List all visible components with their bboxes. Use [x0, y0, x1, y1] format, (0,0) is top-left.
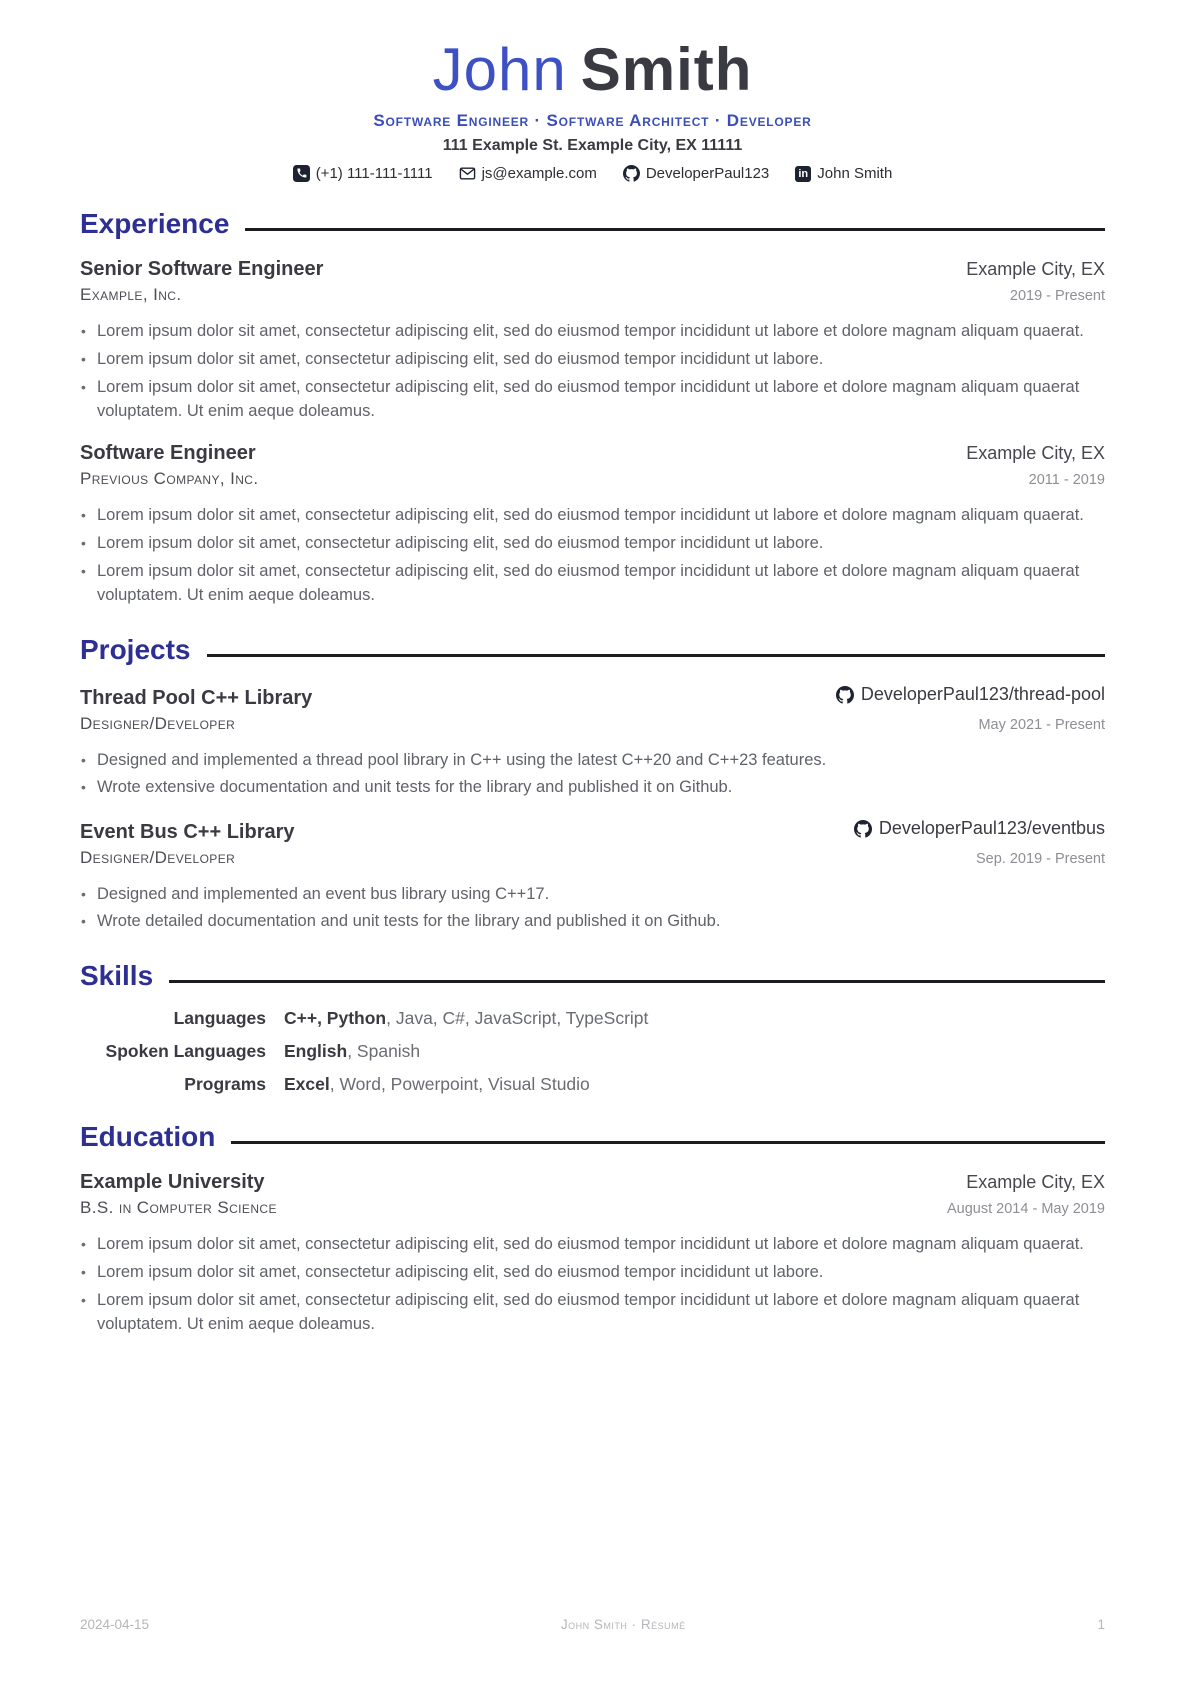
email-text: js@example.com: [481, 165, 597, 182]
contact-row: [80, 165, 1105, 182]
github-icon: [623, 165, 640, 182]
project-entry: [80, 684, 1105, 800]
linkedin-name: John Smith: [817, 165, 893, 182]
bullet-item: • Lorem ipsum dolor sit amet, consectetur adipiscing elit, sed do eiusmod tempor incididunt ut labore et dolore magnam aliquam quaerat voluptatem. Ut enim aeque doleamus.: [80, 1288, 1105, 1338]
footer-date: 2024-04-15: [80, 1617, 150, 1632]
bullet-item: • Lorem ipsum dolor sit amet, consectetur adipiscing elit, sed do eiusmod tempor incididunt ut labore et dolore magnam aliquam quaerat voluptatem. Ut enim aeque doleamus.: [80, 375, 1105, 425]
skill-rest: , Java, C#, JavaScript, TypeScript: [386, 1008, 649, 1028]
projects-title: Projects: [80, 634, 191, 665]
bullet-item: • Lorem ipsum dolor sit amet, consectetur adipiscing elit, sed do eiusmod tempor incididunt ut labore et dolore magnam aliquam quaerat.: [80, 503, 1105, 528]
skill-bold: C++, Python: [284, 1008, 387, 1028]
skills-title: Skills: [80, 960, 154, 991]
project-repo-link[interactable]: [836, 684, 1105, 705]
section-rule: [207, 654, 1106, 657]
section-rule: [245, 228, 1105, 231]
bullet-item: • Wrote extensive documentation and unit tests for the library and published it on Github.: [80, 775, 1105, 800]
phone-link[interactable]: [293, 165, 433, 182]
resume-header: [80, 38, 1105, 182]
skill-label: Languages: [173, 1008, 266, 1028]
phone-icon: [293, 165, 310, 182]
github-link[interactable]: [623, 165, 769, 182]
linkedin-icon: in: [795, 166, 811, 182]
project-role: Designer/Developer: [80, 847, 236, 867]
job-dates: 2019 - Present: [1009, 288, 1105, 304]
skill-label: Spoken Languages: [105, 1041, 266, 1061]
bullet-item: • Lorem ipsum dolor sit amet, consectetur adipiscing elit, sed do eiusmod tempor incididunt ut labore.: [80, 1260, 1105, 1285]
job-bullets: [80, 503, 1105, 608]
job-location: Example City, EX: [966, 443, 1105, 463]
project-repo-link[interactable]: [854, 818, 1105, 839]
education-heading: [80, 1121, 1105, 1153]
footer-page-number: 1: [1097, 1617, 1105, 1632]
linkedin-link[interactable]: [795, 165, 892, 182]
project-bullets: [80, 748, 1105, 801]
footer-title: John Smith · Résumé: [560, 1617, 686, 1632]
phone-number: (+1) 111-111-1111: [315, 165, 433, 182]
email-link[interactable]: [459, 165, 597, 182]
last-name: Smith: [580, 36, 753, 103]
experience-entry: [80, 442, 1105, 608]
github-icon: [854, 820, 872, 838]
education-entry: [80, 1171, 1105, 1337]
github-icon: [836, 686, 854, 704]
bullet-item: • Wrote detailed documentation and unit tests for the library and published it on Github.: [80, 909, 1105, 934]
job-location: Example City, EX: [966, 259, 1105, 279]
education-bullets: [80, 1232, 1105, 1337]
bullet-item: • Lorem ipsum dolor sit amet, consectetur adipiscing elit, sed do eiusmod tempor incididunt ut labore.: [80, 531, 1105, 556]
project-dates: May 2021 - Present: [978, 716, 1105, 733]
skills-heading: [80, 960, 1105, 992]
repo-path: DeveloperPaul123/eventbus: [878, 818, 1105, 838]
skill-rest: , Word, Powerpoint, Visual Studio: [329, 1074, 590, 1094]
experience-title: Experience: [80, 208, 230, 239]
bullet-item: • Designed and implemented an event bus library using C++17.: [80, 882, 1105, 907]
project-bullets: [80, 882, 1105, 935]
project-dates: Sep. 2019 - Present: [976, 850, 1105, 867]
project-entry: [80, 818, 1105, 934]
person-name: [80, 38, 1105, 101]
skill-values: [284, 1041, 1105, 1062]
bullet-item: • Designed and implemented a thread pool library in C++ using the latest C++20 and C++23 features.: [80, 748, 1105, 773]
education-dates: August 2014 - May 2019: [947, 1201, 1105, 1217]
company-name: Example, Inc.: [80, 285, 182, 304]
project-role: Designer/Developer: [80, 713, 236, 733]
degree: B.S. in Computer Science: [80, 1198, 277, 1217]
bullet-item: • Lorem ipsum dolor sit amet, consectetur adipiscing elit, sed do eiusmod tempor incididunt ut labore.: [80, 347, 1105, 372]
github-username: DeveloperPaul123: [645, 165, 770, 182]
bullet-item: • Lorem ipsum dolor sit amet, consectetur adipiscing elit, sed do eiusmod tempor incididunt ut labore et dolore magnam aliquam quaerat.: [80, 1232, 1105, 1257]
experience-entry: [80, 258, 1105, 424]
section-rule: [231, 1141, 1105, 1144]
job-title: Senior Software Engineer: [80, 258, 324, 280]
projects-heading: [80, 634, 1105, 666]
skill-bold: Excel: [284, 1074, 330, 1094]
section-experience: [80, 208, 1105, 608]
job-bullets: [80, 319, 1105, 424]
bullet-item: • Lorem ipsum dolor sit amet, consectetur adipiscing elit, sed do eiusmod tempor incididunt ut labore et dolore magnam aliquam quaerat voluptatem. Ut enim aeque doleamus.: [80, 559, 1105, 609]
education-title: Education: [80, 1121, 216, 1152]
skill-rest: , Spanish: [347, 1041, 421, 1061]
page-footer: [80, 1617, 1105, 1632]
job-dates: 2011 - 2019: [1028, 472, 1105, 488]
section-skills: [80, 960, 1105, 1095]
school-location: Example City, EX: [966, 1172, 1105, 1192]
tagline: Software Engineer · Software Architect · Developer: [373, 111, 812, 130]
project-name: Event Bus C++ Library: [80, 820, 295, 843]
job-title: Software Engineer: [80, 442, 256, 464]
first-name: John: [432, 36, 567, 103]
skill-bold: English: [284, 1041, 348, 1061]
section-rule: [169, 980, 1105, 983]
skills-table: [80, 1008, 1105, 1095]
bullet-item: • Lorem ipsum dolor sit amet, consectetur adipiscing elit, sed do eiusmod tempor incididunt ut labore et dolore magnam aliquam quaerat.: [80, 319, 1105, 344]
skill-values: [284, 1074, 1105, 1095]
section-projects: [80, 634, 1105, 934]
skill-label: Programs: [184, 1074, 266, 1094]
skill-values: [284, 1008, 1105, 1029]
project-name: Thread Pool C++ Library: [80, 686, 313, 709]
address-line: 111 Example St. Example City, EX 11111: [442, 137, 743, 154]
repo-path: DeveloperPaul123/thread-pool: [860, 684, 1105, 704]
experience-heading: [80, 208, 1105, 240]
section-education: [80, 1121, 1105, 1337]
school-name: Example University: [80, 1171, 265, 1193]
email-icon: [459, 165, 476, 182]
company-name: Previous Company, Inc.: [80, 469, 259, 488]
